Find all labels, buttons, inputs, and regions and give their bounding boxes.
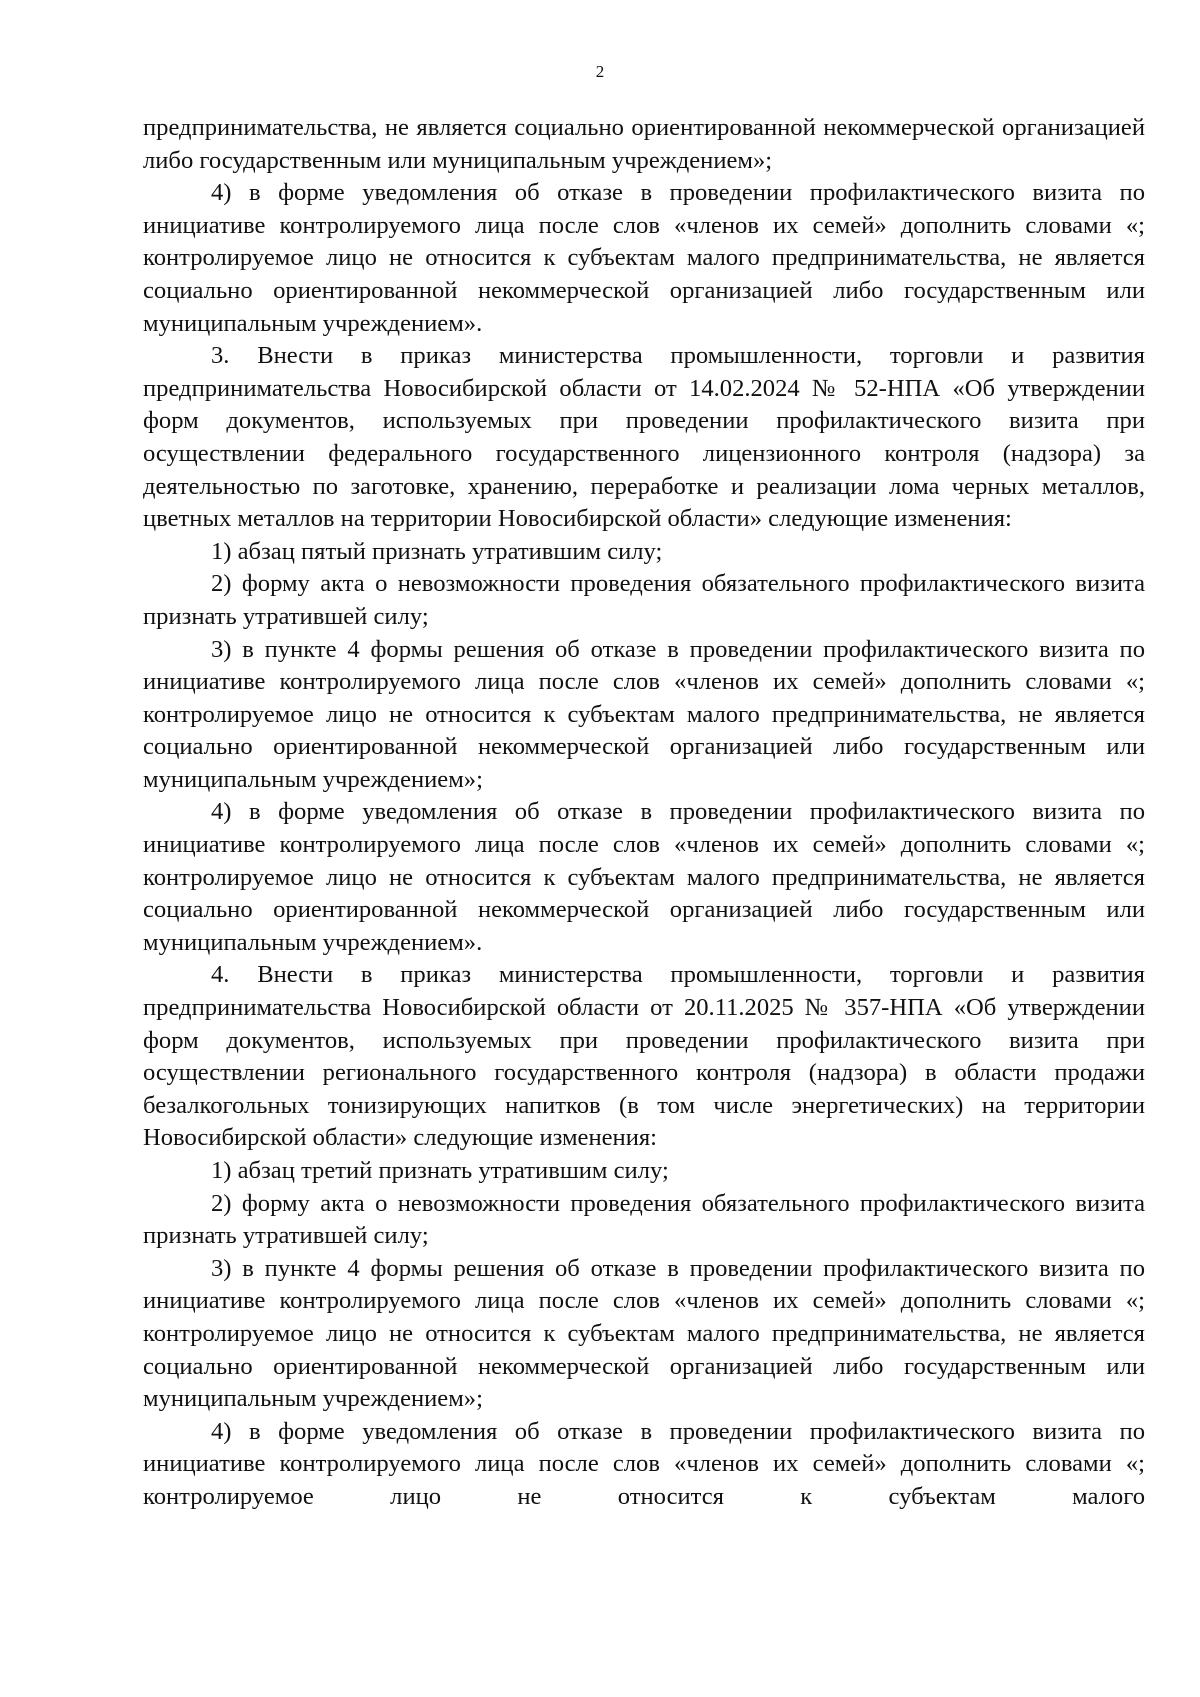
paragraph-item-truncated: 4) в форме уведомления об отказе в проведении профилактического визита по инициативе контролируемого лица после слов «членов их семей» дополнить словами «; контролируемое лицо не относится к субъектам малого bbox=[143, 1417, 1145, 1510]
paragraph-item: 4) в форме уведомления об отказе в проведении профилактического визита по инициативе контролируемого лица после слов «членов их семей» дополнить словами «; контролируемое лицо не относится к субъектам малого предпринимательства, не является социально ориентированной некоммерческой организацией либо государственным или муниципальным учреждением». bbox=[143, 179, 1145, 337]
paragraph-item: 3) в пункте 4 формы решения об отказе в проведении профилактического визита по инициативе контролируемого лица после слов «членов их семей» дополнить словами «; контролируемое лицо не относится к субъектам малого предпринимательства, не является социально ориентированной некоммерческой организацией либо государственным или муниципальным учреждением»; bbox=[143, 1254, 1145, 1413]
paragraph-item: 3) в пункте 4 формы решения об отказе в проведении профилактического визита по инициативе контролируемого лица после слов «членов их семей» дополнить словами «; контролируемое лицо не относится к субъектам малого предпринимательства, не является социально ориентированной некоммерческой организацией либо государственным или муниципальным учреждением»; bbox=[143, 635, 1145, 793]
paragraph-section-4: 4. Внести в приказ министерства промышленности, торговли и развития предпринимательства Новосибирской области от 20.11.2025 № 357-НПА «Об утверждении форм документов, используемых при проведении профилактического визита при осуществлении регионального государственного контроля (надзора) в области продажи безалкогольных тонизирующих напитков (в том числе энергетических) на территории Новосибирской области» следующие изменения: bbox=[143, 961, 1145, 1152]
paragraph-item: 2) форму акта о невозможности проведения обязательного профилактического визита признать утратившей силу; bbox=[143, 570, 1145, 630]
paragraph-item: 1) абзац третий признать утратившим силу; bbox=[211, 1157, 669, 1184]
paragraph-item: 4) в форме уведомления об отказе в проведении профилактического визита по инициативе контролируемого лица после слов «членов их семей» дополнить словами «; контролируемое лицо не относится к субъектам малого предпринимательства, не является социально ориентированной некоммерческой организацией либо государственным или муниципальным учреждением». bbox=[143, 798, 1145, 956]
paragraph-item: 2) форму акта о невозможности проведения обязательного профилактического визита признать утратившей силу; bbox=[143, 1189, 1145, 1250]
paragraph-continuation: предпринимательства, не является социально ориентированной некоммерческой организацией либо государственным или муниципальным учреждением»; bbox=[143, 114, 1145, 174]
paragraph-item: 1) абзац пятый признать утратившим силу; bbox=[211, 537, 663, 565]
page-number: 2 bbox=[595, 62, 605, 81]
document-body bbox=[143, 112, 1145, 1514]
paragraph-section-3: 3. Внести в приказ министерства промышленности, торговли и развития предпринимательства Новосибирской области от 14.02.2024 № 52-НПА «Об утверждении форм документов, используемых при проведении профилактического визита при осуществлении федерального государственного лицензионного контроля (надзора) за деятельностью по заготовке, хранению, переработке и реализации лома черных металлов, цветных металлов на территории Новосибирской области» следующие изменения: bbox=[143, 342, 1145, 533]
